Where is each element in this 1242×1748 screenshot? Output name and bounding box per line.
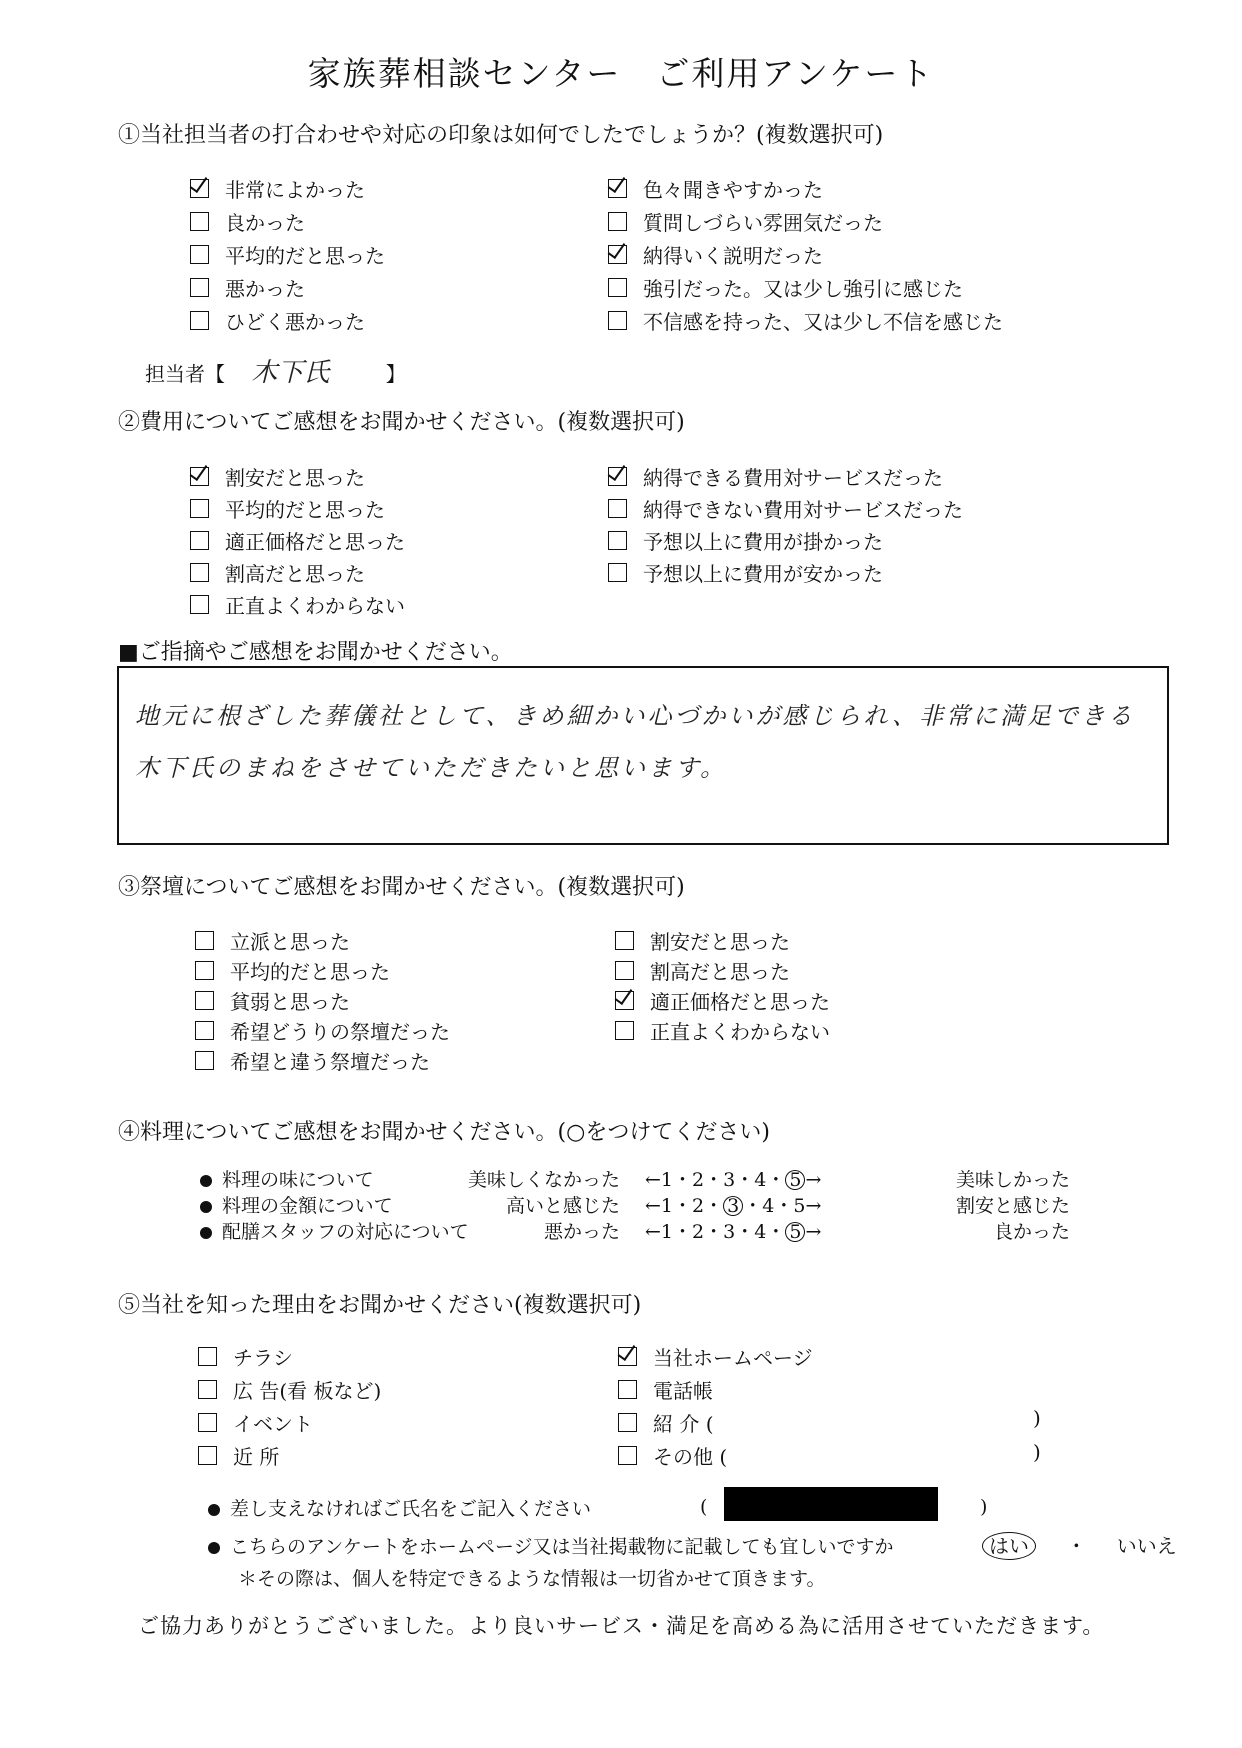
checkbox-checked[interactable] [618,1347,637,1366]
option-label: 適正価格だと思った [225,529,405,554]
checkbox[interactable] [618,1413,637,1432]
option-row[interactable] [198,1406,381,1439]
checkbox[interactable] [608,278,627,297]
checkbox[interactable] [190,212,209,231]
option-label: 割安だと思った [225,465,365,490]
checkbox[interactable] [190,278,209,297]
q1-heading: ①当社担当者の打合わせや対応の印象は如何でしたでしょうか？(複数選択可) [118,123,884,148]
checkbox[interactable] [198,1380,217,1399]
checkbox[interactable] [195,961,214,980]
scale-value[interactable]: 1 [660,1195,674,1217]
q2-right-options [608,460,963,588]
checkbox[interactable] [198,1446,217,1465]
checkbox[interactable] [608,499,627,518]
option-row[interactable] [615,1015,830,1045]
option-label: ひどく悪かった [225,310,365,334]
scale-separator: ・ [704,1169,724,1191]
scale-value-selected[interactable]: 5 [785,1170,805,1190]
checkbox-checked[interactable] [608,245,627,264]
scale-value[interactable]: 2 [692,1169,705,1191]
option-row[interactable] [190,460,405,492]
scale-separator: ・ [774,1195,794,1217]
option-row[interactable] [195,985,450,1015]
survey-title: 家族葬相談センター ご利用アンケート [307,54,935,93]
option-label: 割高だと思った [225,561,365,586]
option-row[interactable] [608,172,1003,205]
option-row[interactable] [190,304,385,337]
comment-text: 地元に根ざした葬儀社として、きめ細かい心づかいが感じられ、非常に満足できる木下氏のまねをさせていただきたいと思います。 [135,702,1135,782]
arrow-right-icon: → [805,1221,822,1243]
option-row[interactable] [608,205,1003,238]
q2-heading: ②費用についてご感想をお聞かせください。(複数選択可) [118,410,685,435]
q5-heading: ⑤当社を知った理由をお聞かせください(複数選択可) [118,1293,642,1318]
checkbox[interactable] [190,245,209,264]
q3-left-options [195,925,450,1075]
option-label: 正直よくわからない [225,593,405,618]
q4-rating-rows [200,1165,1070,1243]
checkbox[interactable] [608,531,627,550]
q2-left-options [190,460,405,620]
checkbox[interactable] [615,961,634,980]
option-row[interactable] [195,955,450,985]
option-row[interactable] [190,205,385,238]
q1-right-options [608,172,1003,337]
arrow-left-icon: ← [645,1169,661,1191]
publish-choices [982,1530,1177,1560]
scale-separator: ・ [673,1169,693,1191]
scale-separator: ・ [743,1195,763,1217]
option-label: 希望どうりの祭壇だった [230,1019,450,1044]
scale-separator: ・ [766,1169,786,1191]
option-label: 近 所 [233,1445,280,1469]
option-row[interactable] [198,1340,381,1373]
option-label: イベント [233,1412,313,1436]
staff-field [145,352,406,389]
publish-yes[interactable]: はい [982,1532,1036,1560]
checkbox-checked[interactable] [615,991,634,1010]
option-label: 平均的だと思った [230,959,390,984]
option-row[interactable] [608,271,1003,304]
scale-value-selected[interactable]: 5 [785,1222,805,1242]
option-row[interactable] [608,460,963,492]
option-label: 質問しづらい雰囲気だった [643,211,883,235]
checkbox-checked[interactable] [608,467,627,486]
rating-row [200,1165,1070,1191]
rating-row [200,1191,1070,1217]
rating-item: 料理の味について [222,1169,374,1191]
option-row[interactable] [618,1439,813,1472]
option-row[interactable] [190,588,405,620]
scale-value[interactable]: 3 [723,1221,736,1243]
checkbox[interactable] [190,563,209,582]
privacy-note: ＊その際は、個人を特定できるような情報は一切省かせて頂きます。 [238,1568,826,1590]
rating-row [200,1217,1070,1243]
name-prompt: 差し支えなければご氏名をご記入ください [230,1498,592,1520]
option-row[interactable] [615,985,830,1015]
scale-separator: ・ [704,1195,724,1217]
option-label: 電話帳 [653,1379,713,1403]
option-label: 平均的だと思った [225,244,385,268]
arrow-left-icon: ← [645,1195,661,1217]
option-label: 予想以上に費用が掛かった [643,529,883,554]
scale-value[interactable]: 3 [723,1169,736,1191]
scale-value[interactable]: 4 [754,1169,767,1191]
q5-right-options [618,1340,813,1472]
rating-low-label: 高いと感じた [505,1195,620,1217]
publish-separator: ・ [1066,1534,1087,1558]
checkbox-checked[interactable] [190,179,209,198]
checkbox[interactable] [608,563,627,582]
option-label: 納得いく説明だった [643,244,823,268]
q1-left-options [190,172,385,337]
name-close-paren: ) [980,1496,988,1518]
option-label: 色々聞きやすかった [643,178,823,202]
option-label: 非常によかった [225,178,365,202]
rating-low-label: 美味しくなかった [467,1169,620,1191]
checkbox[interactable] [195,931,214,950]
bullet-icon [200,1175,212,1187]
option-label: 貧弱と思った [230,989,350,1014]
option-row[interactable] [195,925,450,955]
referral-close-paren: ) [1033,1406,1041,1430]
other-close-paren: ) [1033,1440,1041,1464]
scale-value-selected[interactable]: 3 [723,1196,743,1216]
checkbox[interactable] [198,1347,217,1366]
scale-separator: ・ [704,1221,724,1243]
checkbox[interactable] [190,311,209,330]
bullet-icon [208,1504,220,1516]
checkbox[interactable] [198,1413,217,1432]
name-open-paren: ( [700,1496,708,1518]
staff-close: 】 [385,362,406,386]
rating-high-label: 割安と感じた [955,1195,1070,1217]
scale-value[interactable]: 2 [692,1195,705,1217]
scale-value[interactable]: 4 [754,1221,767,1243]
checkbox[interactable] [615,931,634,950]
scale-value[interactable]: 1 [660,1221,674,1243]
option-row[interactable] [618,1373,813,1406]
option-row[interactable] [615,925,830,955]
arrow-left-icon: ← [645,1221,661,1243]
scale-value[interactable]: 4 [762,1195,775,1217]
rating-item: 料理の金額について [222,1195,393,1217]
redacted-name [724,1487,938,1521]
rating-low-label: 悪かった [543,1221,620,1243]
option-label: 正直よくわからない [650,1019,830,1044]
rating-scale [645,1165,821,1192]
checkbox[interactable] [618,1446,637,1465]
bullet-icon [200,1227,212,1239]
option-label: 悪かった [225,277,305,301]
checkbox[interactable] [195,1051,214,1070]
checkbox[interactable] [195,991,214,1010]
checkbox[interactable] [190,595,209,614]
option-row[interactable] [618,1340,813,1373]
option-label: 割高だと思った [650,959,790,984]
checkbox[interactable] [608,311,627,330]
rating-high-label: 良かった [993,1221,1070,1243]
option-row[interactable] [195,1045,450,1075]
option-label: 適正価格だと思った [650,989,830,1014]
publish-prompt: こちらのアンケートをホームページ又は当社掲載物に記載しても宜しいですか [230,1536,894,1558]
option-row[interactable] [608,238,1003,271]
name-row [208,1494,591,1521]
option-label: 割安だと思った [650,929,790,954]
q4-heading: ④料理についてご感想をお聞かせください。(○をつけてください) [118,1120,770,1145]
option-label: 立派と思った [230,929,350,954]
thanks-message: ご協力ありがとうございました。より良いサービス・満足を高める為に活用させていただきます。 [138,1614,1105,1638]
option-row[interactable] [608,556,963,588]
q3-heading: ③祭壇についてご感想をお聞かせください。(複数選択可) [118,875,685,900]
option-row[interactable] [195,1015,450,1045]
option-label: その他 ( [653,1445,728,1469]
option-label: 予想以上に費用が安かった [643,561,883,586]
checkbox-checked[interactable] [190,467,209,486]
option-label: 紹 介 ( [653,1412,714,1436]
option-row[interactable] [198,1373,381,1406]
arrow-right-icon: → [805,1195,822,1217]
scale-separator: ・ [766,1221,786,1243]
option-label: 不信感を持った、又は少し不信を感じた [643,310,1003,334]
checkbox[interactable] [618,1380,637,1399]
rating-scale [645,1217,821,1244]
option-row[interactable] [608,524,963,556]
scale-separator: ・ [673,1195,693,1217]
checkbox[interactable] [195,1021,214,1040]
option-label: 希望と違う祭壇だった [230,1049,430,1074]
option-label: 納得できない費用対サービスだった [643,497,963,522]
option-row[interactable] [190,172,385,205]
staff-name[interactable]: 木下氏 [251,358,330,388]
scale-separator: ・ [673,1221,693,1243]
checkbox[interactable] [615,1021,634,1040]
scale-separator: ・ [735,1221,755,1243]
option-label: 当社ホームページ [653,1346,813,1370]
option-row[interactable] [190,271,385,304]
option-label: 広 告(看 板など) [233,1379,382,1403]
option-row[interactable] [608,492,963,524]
option-row[interactable] [190,524,405,556]
checkbox[interactable] [190,499,209,518]
staff-label: 担当者【 [145,362,225,386]
bullet-icon [208,1542,220,1554]
rating-high-label: 美味しかった [955,1169,1070,1191]
comment-heading: ■ご指摘やご感想をお聞かせください。 [118,640,513,665]
bullet-icon [200,1201,212,1213]
rating-item: 配膳スタッフの対応について [222,1221,469,1243]
option-row[interactable] [608,304,1003,337]
option-label: 強引だった。又は少し強引に感じた [643,277,963,301]
option-label: 良かった [225,211,305,235]
scale-separator: ・ [735,1169,755,1191]
scale-value[interactable]: 1 [660,1169,674,1191]
checkbox-checked[interactable] [608,179,627,198]
option-row[interactable] [190,238,385,271]
option-row[interactable] [190,492,405,524]
scale-value[interactable]: 5 [793,1195,806,1217]
option-label: チラシ [233,1346,293,1370]
option-row[interactable] [198,1439,381,1472]
option-label: 平均的だと思った [225,497,385,522]
publish-no[interactable]: いいえ [1116,1534,1177,1558]
q3-right-options [615,925,830,1045]
option-row[interactable] [615,955,830,985]
checkbox[interactable] [190,531,209,550]
rating-scale [645,1191,821,1218]
publish-row [208,1532,893,1559]
q5-left-options [198,1340,381,1472]
option-label: 納得できる費用対サービスだった [643,465,943,490]
option-row[interactable] [618,1406,813,1439]
checkbox[interactable] [608,212,627,231]
scale-value[interactable]: 2 [692,1221,705,1243]
option-row[interactable] [190,556,405,588]
arrow-right-icon: → [805,1169,822,1191]
